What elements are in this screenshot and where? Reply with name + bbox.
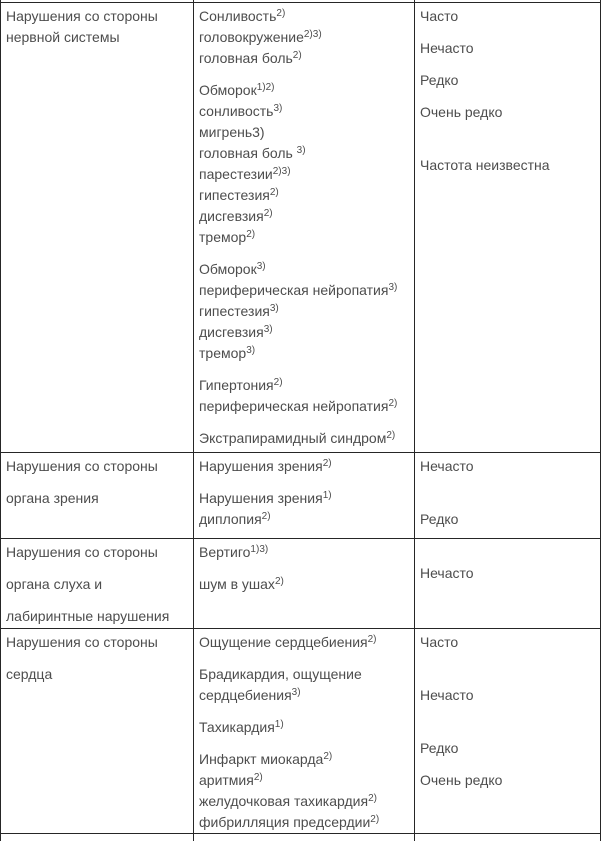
paragraph-spacer xyxy=(420,488,596,498)
cell-paragraph: Нечасто xyxy=(420,40,474,56)
cell-frequency xyxy=(415,834,601,841)
paragraph-spacer xyxy=(420,542,596,552)
cell-paragraph: органа слуха и xyxy=(6,576,103,592)
footnote-marker: 2) xyxy=(367,634,377,645)
cell-paragraph: Нечасто xyxy=(420,687,474,703)
footnote-marker: 1) xyxy=(274,719,284,730)
cell-paragraph: Экстрапирамидный синдром$^{2)}$ xyxy=(199,430,396,446)
cell-adverse-reactions xyxy=(194,539,415,629)
cell-paragraph: Нарушения со стороны xyxy=(6,544,158,560)
cell-paragraph: Редко xyxy=(420,740,459,756)
cell-paragraph: Нечасто xyxy=(420,458,474,474)
cell-paragraph: шум в ушах$^{2)}$ xyxy=(199,576,284,592)
cell-paragraph: Нарушения со стороны xyxy=(6,634,158,650)
cell-paragraph: Сонливость$^{2)}$ головокружение$^{2)3)}$ головная боль$^{2)}$ xyxy=(199,8,322,66)
cell-frequency xyxy=(415,539,601,629)
footnote-marker: 2) xyxy=(323,751,333,762)
cell-paragraph: Инфаркт миокарда$^{2)}$ аритмия$^{2)}$ желудочковая тахикардия$^{2)}$ фибрилляция предсердии$^{2)}$ xyxy=(199,751,380,830)
cell-paragraph: Тахикардия$^{1)}$ xyxy=(199,719,284,735)
cell-system-organ-class xyxy=(1,453,194,539)
cell-frequency xyxy=(415,453,601,539)
table-row-data xyxy=(1,453,601,539)
cell-paragraph: Гипертония$^{2)}$ периферическая нейропатия$^{2)}$ xyxy=(199,377,398,414)
footnote-marker: 1)3) xyxy=(250,544,269,555)
cell-paragraph: Обморок$^{3)}$ периферическая нейропатия$^{3)}$ гипестезия$^{3)}$ дисгевзия$^{3)}$ тремор$^{3)}$ xyxy=(199,261,398,361)
cell-system-organ-class xyxy=(1,3,194,453)
cell-paragraph: сердца xyxy=(6,666,53,682)
footnote-marker: 1) xyxy=(322,490,332,501)
footnote-marker: 2) xyxy=(322,458,332,469)
footnote-marker: 2) xyxy=(274,576,284,587)
table-row-data xyxy=(1,3,601,453)
cell-frequency xyxy=(415,629,601,834)
cell-paragraph: Часто xyxy=(420,8,459,24)
cell-paragraph: органа зрения xyxy=(6,490,99,506)
footnote-marker: 2) xyxy=(388,398,398,409)
footnote-marker: 2) xyxy=(261,511,271,522)
cell-system-organ-class xyxy=(1,629,194,834)
paragraph-spacer xyxy=(420,717,596,727)
cell-paragraph: лабиринтные нарушения xyxy=(6,608,170,624)
cell-paragraph: Обморок$^{1)2)}$ сонливость$^{3)}$ мигрень3) головная боль $^{3)}$ парестезии$^{2)3)}$ гипестезия$^{2)}$ дисгевзия$^{2)}$ тремор$^{2)}$ xyxy=(199,82,306,245)
cell-paragraph: Часто xyxy=(420,634,459,650)
footnote-marker: 3) xyxy=(256,261,266,272)
footnote-marker: 2) xyxy=(263,208,273,219)
footnote-marker: 2) xyxy=(273,377,283,388)
cell-system-organ-class xyxy=(1,834,194,841)
footnote-marker: 3) xyxy=(291,687,301,698)
footnote-marker: 3) xyxy=(296,145,306,156)
cell-paragraph: Очень редко xyxy=(420,772,503,788)
cell-frequency xyxy=(415,3,601,453)
footnote-marker: 2) xyxy=(276,8,286,19)
footnote-marker: 2) xyxy=(368,793,377,804)
footnote-marker: 2) xyxy=(253,772,263,783)
table-row-data xyxy=(1,629,601,834)
footnote-marker: 3) xyxy=(246,345,256,356)
cell-paragraph: Редко xyxy=(420,72,459,88)
footnote-marker: 2) xyxy=(246,229,256,240)
cell-paragraph: Нарушения зрения$^{2)}$ xyxy=(199,458,332,474)
cell-paragraph: Брадикардия, ощущение сердцебиения$^{3)}$ xyxy=(199,666,362,703)
table-body xyxy=(1,0,601,841)
footnote-marker: 2) xyxy=(292,50,302,61)
cell-adverse-reactions xyxy=(194,834,415,841)
cell-adverse-reactions xyxy=(194,3,415,453)
paragraph-spacer xyxy=(420,664,596,674)
footnote-marker: 2) xyxy=(386,430,396,441)
cell-adverse-reactions xyxy=(194,629,415,834)
cell-paragraph: Вертиго$^{1)3)}$ xyxy=(199,544,269,560)
footnote-marker: 2)3) xyxy=(272,166,291,177)
cell-paragraph: Нечасто xyxy=(420,565,474,581)
table-row-clipped-strip-bottom xyxy=(1,834,601,841)
cell-paragraph: Нарушения со стороны нервной системы xyxy=(6,8,158,45)
paragraph-spacer xyxy=(420,134,596,144)
cell-adverse-reactions xyxy=(194,453,415,539)
cell-paragraph: Нарушения со стороны xyxy=(6,458,158,474)
cell-paragraph: Ощущение сердцебиения$^{2)}$ xyxy=(199,634,377,650)
footnote-marker: 2) xyxy=(370,814,380,825)
cell-paragraph: Очень редко xyxy=(420,104,503,120)
cell-paragraph: Частота неизвестна xyxy=(420,157,550,173)
footnote-marker: 3) xyxy=(263,324,273,335)
cell-paragraph: Редко xyxy=(420,511,459,527)
footnote-marker: 3) xyxy=(269,303,279,314)
cell-paragraph: Нарушения зрения$^{1)}$ диплопия$^{2)}$ xyxy=(199,490,332,527)
footnote-marker: 2) xyxy=(269,187,279,198)
cell-system-organ-class xyxy=(1,539,194,629)
footnote-marker: 2)3) xyxy=(303,29,322,40)
footnote-marker: 3) xyxy=(388,282,398,293)
footnote-marker: 3) xyxy=(273,103,283,114)
footnote-marker: 1)2) xyxy=(256,82,275,93)
table-row-data xyxy=(1,539,601,629)
